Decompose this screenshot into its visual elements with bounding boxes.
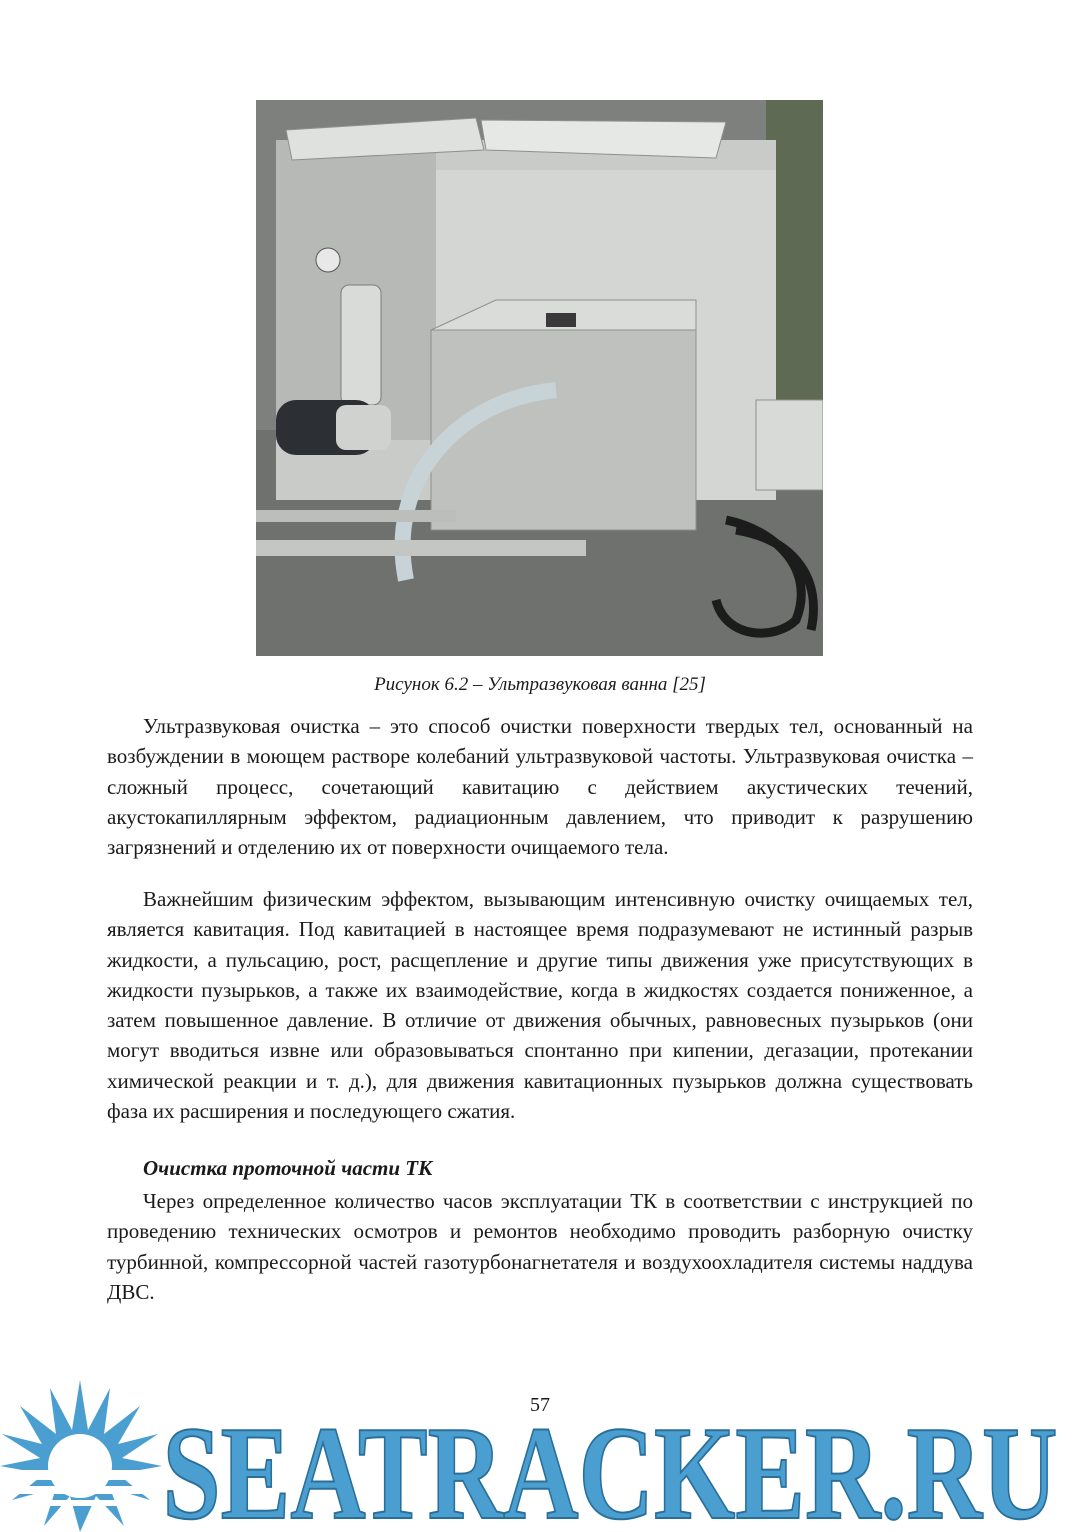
figure-photo	[256, 100, 823, 656]
watermark-text: SEATRACKER.RU	[162, 1399, 1058, 1532]
page-number: 57	[530, 1394, 550, 1416]
paragraph-flow-part-cleaning	[107, 1186, 973, 1307]
paragraph-text: Через определенное количество часов эксплуатации ТК в соответствии с инструкцией по проведению технических осмотров и ремонтов необходимо проводить разборную очистку турбинной, компрессорной частей газотурбонагнетателя и воздухоохладителя системы наддува ДВС.	[107, 1189, 973, 1304]
paragraph-ultrasonic-cleaning	[107, 711, 973, 862]
section-heading: Очистка проточной части ТК	[143, 1156, 433, 1180]
paragraph-text: Ультразвуковая очистка – это способ очистки поверхности твердых тел, основанный на возбуждении в моющем растворе колебаний ультразвуковой частоты. Ультразвуковая очистка – сложный процесс, сочетающий кавитацию с действием акустических течений, акустокапиллярным эффектом, радиационным давлением, что приводит к разрушению загрязнений и отделению их от поверхности очищаемого тела.	[107, 714, 973, 860]
ultrasonic-bath-illustration	[256, 100, 823, 656]
paragraph-text: Важнейшим физическим эффектом, вызывающим интенсивную очистку очищаемых тел, является кавитация. Под кавитацией в настоящее время подразумевают не истинный разрыв жидкости, а пульсацию, рост, расщепление и другие типы движения уже присутствующих в жидкости пузырьков, а также их взаимодействие, когда в жидкостях создается пониженное, а затем повышенное давление. В отличие от движения обычных, равновесных пузырьков (они могут вводиться извне или образовываться спонтанно при кипении, дегазации, протекании химической реакции и т. д.), для движения кавитационных пузырьков должна существовать фаза их расширения и последующего сжатия.	[107, 887, 973, 1124]
figure-caption: Рисунок 6.2 – Ультразвуковая ванна [25]	[374, 674, 706, 695]
paragraph-cavitation	[107, 884, 973, 1126]
